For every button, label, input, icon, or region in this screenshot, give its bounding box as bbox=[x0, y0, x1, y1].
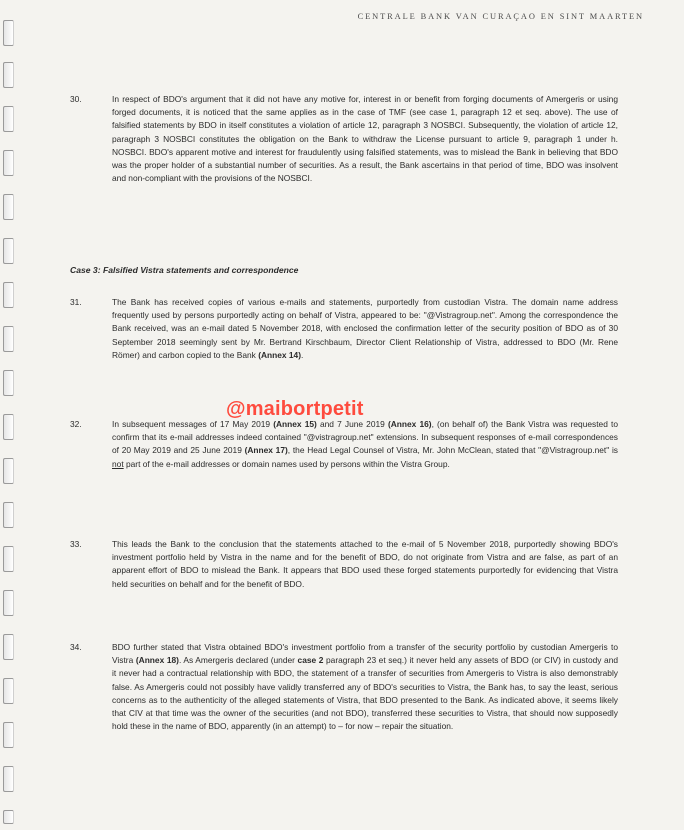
paragraph-number: 33. bbox=[70, 539, 82, 549]
paragraph-tail: . bbox=[301, 349, 304, 360]
paragraph-text: In respect of BDO's argument that it did not have any motive for, interest in or benefit from forging documents of Amergeris or using forged documents, it is noticed that the same applies as in the case of TMF (see case 1, paragraph 12 et seq. above). The use of falsified statements by BDO in itself constitutes a violation of article 12, paragraph 3 NOSBCI. Subsequently, the violation of article 12, paragraph 3 NOSBCI constitutes the obligation on the Bank to withdraw the License pursuant to article 9, paragraph 1 under h. NOSBCI. BDO's apparent motive and interest for fraudulently using falsified statements, was to mislead the Bank in believing that BDO was the proper holder of a substantial number of securities. As a result, the Bank ascertains in that period of time, BDO was insolvent and non-compliant with the provisions of the NOSBCI. bbox=[112, 94, 618, 184]
binder-ring bbox=[3, 282, 14, 308]
paragraph-31 bbox=[70, 296, 618, 362]
paragraph-body: part of the e-mail addresses or domain names used by persons within the Vistra Group. bbox=[125, 458, 450, 469]
annex-reference: (Annex 16) bbox=[387, 419, 432, 429]
binder-strip bbox=[3, 20, 17, 820]
paragraph-32 bbox=[70, 418, 618, 471]
paragraph-body: The Bank has received copies of various e-mails and statements, purportedly from custodian Vistra. The domain name address frequently used by persons purportedly acting on behalf of Vistra, appeared to be: "@Vistragroup.net". Among the correspondence the Bank received, was an e-mail dated 5 November 2018, with enclosed the confirmation letter of the security position of BDO as of 30 September 2018 seemingly sent by Mr. Bertrand Kirschbaum, Director Client Relationship of Vistra, addressed to BDO (Mr. Rene Römer) and carbon copied to the Bank bbox=[112, 297, 618, 360]
paragraph-number: 34. bbox=[70, 642, 82, 652]
binder-ring bbox=[3, 502, 14, 528]
binder-ring bbox=[3, 546, 14, 572]
binder-ring bbox=[3, 722, 14, 748]
annex-reference: (Annex 17) bbox=[244, 445, 288, 456]
paragraph-body: paragraph 23 et seq.) it never held any assets of BDO (or CIV) in custody and it never had a contractual relationship with BDO, the statement of a transfer of securities from Amergeris to Vistra is also demonstrably false. As Amergeris could not possibly have validly transferred any of BDO's securities to Vistra, the Bank has, to say the least, serious concerns as to the authenticity of the alleged statements of Vistra, that BDO presented to the Bank. As indicated above, it seems likely that CIV at that time was the owner of the securities (and not BDO), transferred these securities to Vistra, that should now supposedly hold these in the name of BDO, apparently (in an attempt) to – for now – repair the situation. bbox=[112, 655, 619, 732]
paragraph-body: In subsequent messages of 17 May 2019 bbox=[112, 419, 271, 429]
binder-ring bbox=[3, 678, 14, 704]
case-reference: case 2 bbox=[297, 655, 324, 666]
binder-ring bbox=[3, 414, 14, 440]
binder-ring bbox=[3, 766, 14, 792]
binder-ring bbox=[3, 62, 14, 88]
section-heading: Case 3: Falsified Vistra statements and correspondence bbox=[70, 265, 299, 275]
paragraph-number: 31. bbox=[70, 297, 82, 307]
binder-ring bbox=[3, 458, 14, 484]
binder-ring bbox=[3, 810, 14, 824]
binder-ring bbox=[3, 106, 14, 132]
paragraph-body: , the Head Legal Counsel of Vistra, Mr. John McClean, stated that "@Vistragroup.net" is bbox=[287, 445, 618, 456]
paragraph-body: . As Amergeris declared (under bbox=[178, 655, 295, 666]
paragraph-text bbox=[112, 418, 618, 471]
paragraph-33 bbox=[70, 538, 618, 591]
paragraph-body: and 7 June 2019 bbox=[319, 419, 385, 429]
watermark-text: @maibortpetit bbox=[226, 398, 364, 420]
paragraph-30 bbox=[70, 93, 618, 185]
paragraph-number: 32. bbox=[70, 419, 82, 429]
binder-ring bbox=[3, 20, 14, 46]
page-header: CENTRALE BANK VAN CURAÇAO EN SINT MAARTEN bbox=[357, 12, 644, 21]
binder-ring bbox=[3, 634, 14, 660]
annex-reference: (Annex 18) bbox=[135, 655, 179, 666]
paragraph-body: , (on behalf of) the Bank Vistra was requested to confirm that its e-mail addresses indeed contained "@vistragroup.net" extensions. In subsequent responses of e-mail correspondences of 20 May 2019 and 25 June 2019 bbox=[112, 419, 618, 456]
binder-ring bbox=[3, 238, 14, 264]
paragraph-text: This leads the Bank to the conclusion that the statements attached to the e-mail of 5 November 2018, purportedly showing BDO's investment portfolio held by Vistra in the name and for the benefit of BDO, do not originate from Vistra and are false, as part of an apparent effort of BDO to mislead the Bank. It appears that BDO used these forged statements purportedly for evidencing that Vistra held securities on behalf and for the benefit of BDO. bbox=[112, 539, 618, 589]
paragraph-text bbox=[112, 641, 618, 733]
paragraph-text bbox=[112, 296, 618, 362]
paragraph-number: 30. bbox=[70, 94, 82, 104]
paragraph-body: BDO further stated that Vistra obtained BDO's investment portfolio from a transfer of the security portfolio by custodian Amergeris to Vistra bbox=[112, 642, 618, 666]
binder-ring bbox=[3, 150, 14, 176]
binder-ring bbox=[3, 590, 14, 616]
annex-reference: (Annex 14) bbox=[258, 349, 302, 360]
annex-reference: (Annex 15) bbox=[273, 419, 317, 429]
binder-ring bbox=[3, 194, 14, 220]
binder-ring bbox=[3, 370, 14, 396]
paragraph-34 bbox=[70, 641, 618, 733]
underlined-word: not bbox=[112, 458, 124, 469]
binder-ring bbox=[3, 326, 14, 352]
